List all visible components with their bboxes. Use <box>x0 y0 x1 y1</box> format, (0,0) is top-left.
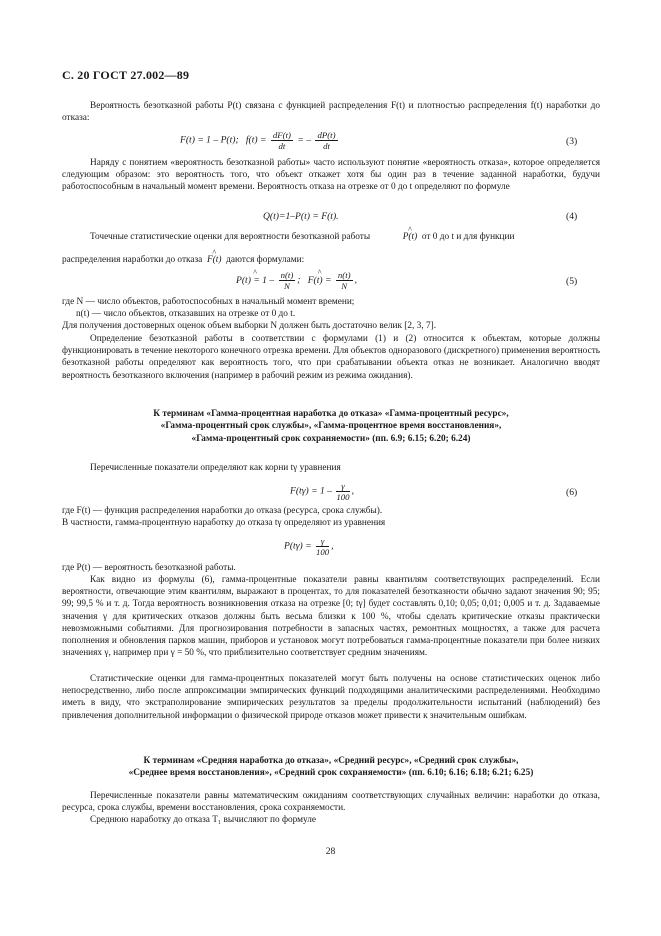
fraction-denominator: 100 <box>336 492 350 502</box>
paragraph-discrete-objects: Определение безотказной работы в соответствии с формулами (1) и (2) относится к объектам, которые должны функционировать в течение некоторого конечного отрезка времени. Для объектов одноразового (дискретного) применения вероятность безотказной работы определяют как вероятность того, что при срабатывании объекта отказ не возникает. Аналогично вводят вероятность безотказного включения (например в рабочий режим из режима ожидания). <box>62 334 600 381</box>
fraction-denominator: 100 <box>315 547 330 557</box>
equation-number-5: (5) <box>566 276 578 287</box>
fraction-gamma-100 <box>336 481 349 502</box>
paragraph-statistical-estimates: Статистические оценки для гамма-процентных показателей могут быть получены на основе статистических оценок либо непосредственно, либо после аппроксимации эмпирических функций подходящими аналитическими распределениями. Необходимо иметь в виду, что экстраполирование эмпирических результатов за пределы продолжительности испытаний (наблюдений) без привлечения дополнительной информации о физической природе отказов может привести к значительным ошибкам. <box>62 674 600 721</box>
where-clause-N: где N — число объектов, работоспособных в начальный момент времени; <box>62 297 355 307</box>
fraction-denominator: N <box>284 281 290 291</box>
section-heading-mean-values <box>62 755 600 780</box>
equation-3 <box>180 130 340 151</box>
equation-5: ^ P(t) = 1 – $\frac{n(t)}{N}$ ; ^ F(t) = $\frac{n(t)}{N}$ , <box>236 270 357 291</box>
section-heading-line: «Среднее время восстановления», «Средний срок сохраняемости» (пп. 6.10; 6.16; 6.18; 6.21; 6.25) <box>128 768 534 779</box>
equation-3-part-b: f(t) = <box>245 134 267 146</box>
paragraph-point-estimates-line1 <box>62 231 600 243</box>
fraction-numerator: γ <box>316 536 329 547</box>
where-clause-n: n(t) — число объектов, отказавших на отрезке от 0 до t. <box>76 309 296 319</box>
section-heading-line: «Гамма-процентный срок службы», «Гамма-процентное время восстановления», <box>160 421 502 432</box>
equation-3-part-a: F(t) = 1 – P(t); <box>180 134 239 146</box>
paragraph-failure-probability: Наряду с понятием «вероятность безотказной работы» часто используют понятие «вероятность отказа», которое определяется следующим образом: это вероятность того, что объект откажет хотя бы один раз в течение заданной наработки, будучи работоспособным в начальный момент времени. Вероятность отказа на отрезке от 0 до t определяют по формуле <box>62 158 600 193</box>
equation-number-6: (6) <box>566 487 578 498</box>
fraction-numerator: γ <box>336 481 349 492</box>
fraction-dP-dt <box>315 130 337 151</box>
section-heading-line: «Гамма-процентный срок сохраняемости» (пп. 6.9; 6.15; 6.20; 6.24) <box>191 433 471 444</box>
paragraph-point-estimates-line2 <box>62 254 600 266</box>
fraction-numerator: n(t) <box>337 270 351 280</box>
paragraph-gamma-operating-time: В частности, гамма-процентную наработку до отказа tγ определяют из уравнения <box>62 518 386 528</box>
paragraph-P-definition: где P(t) — вероятность безотказной работы. <box>62 563 236 573</box>
paragraph-text: от 0 до t и для функции <box>421 232 515 242</box>
equation-5-part-b: ^ F(t) = <box>308 275 332 286</box>
fraction-n-N-2 <box>336 270 353 291</box>
paragraph-text: Точечные статистические оценки для вероятности безотказной работы <box>90 232 371 242</box>
equation-6: F(tγ) = 1 – $\frac{\gamma}{100}$ , <box>290 481 354 502</box>
equation-7: P(tγ) = $\frac{\gamma}{100}$ , <box>284 536 334 557</box>
fraction-denominator: dt <box>323 141 330 151</box>
page-number: 28 <box>325 846 336 857</box>
equation-7-part-a: P(tγ) = <box>284 540 312 552</box>
symbol-P-hat: ^ P(t) <box>375 231 417 243</box>
equation-3-mid: = – <box>297 134 312 146</box>
fraction-n-N <box>279 270 296 291</box>
equation-number-3: (3) <box>566 136 578 147</box>
paragraph-text: даются формулами: <box>226 255 305 265</box>
symbol-F-hat: ^ F(t) <box>207 254 221 266</box>
equation-5-part-a: ^ P(t) = 1 – <box>236 275 274 286</box>
section-heading-line: К терминам «Средняя наработка до отказа», «Средний ресурс», «Средний срок службы», <box>143 756 519 766</box>
paragraph-reliability-intro: Вероятность безотказной работы P(t) связана с функцией распределения F(t) и плотностью распределения f(t) наработки до отказа: <box>62 101 600 124</box>
fraction-gamma-100-2 <box>316 536 329 557</box>
fraction-numerator: dP(t) <box>317 130 336 140</box>
section-heading-gamma-percent <box>62 408 600 445</box>
paragraph-text: распределения наработки до отказа <box>62 255 203 265</box>
equation-4: Q(t)=1–P(t) = F(t). <box>263 211 339 222</box>
equation-6-part-a: F(tγ) = 1 – <box>290 485 332 497</box>
fraction-numerator: n(t) <box>280 270 294 280</box>
fraction-numerator: dF(t) <box>272 130 291 140</box>
fraction-denominator: N <box>341 281 348 291</box>
equation-number-4: (4) <box>566 211 578 222</box>
paragraph-quantiles: Как видно из формулы (6), гамма-процентные показатели равны квантилям соответствующих распределений. Если вероятности, отвечающие этим квантилям, выражают в процентах, то для показателей безотказности обычно задают значения 90; 95; 99; 99,5 % и т. д. Тогда вероятность возникновения отказа на отрезке [0; tγ] будет составлять 0,10; 0,05; 0,01; 0,005 и т. д. Задаваемые значения γ для критических отказов должны быть весьма близки к 100 %, чтобы сделать критические отказы практически невозможными событиями. Для прогнозирования потребности в запасных частях, ремонтных мощностях, а также для расчета пополнения и обновления парков машин, приборов и установок могут потребоваться гамма-процентные показатели при более низких значениях γ, например при γ = 50 %, что приблизительно соответствует средним значениям. <box>62 575 600 659</box>
paragraph-sample-size: Для получения достоверных оценок объем выборки N должен быть достаточно велик [2, 3, 7]. <box>62 321 437 331</box>
paragraph-F-definition: где F(t) — функция распределения наработки до отказа (ресурса, срока службы). <box>62 506 383 516</box>
paragraph-expectations: Перечисленные показатели равны математическим ожиданиям соответствующих случайных величин: наработки до отказа, ресурса, срока службы, времени восстановления, срока сохраняемости. <box>62 791 600 814</box>
page-header: С. 20 ГОСТ 27.002—89 <box>62 68 190 82</box>
section-heading-line: К терминам «Гамма-процентная наработка до отказа» «Гамма-процентный ресурс», <box>153 409 509 419</box>
paragraph-roots-equation: Перечисленные показатели определяют как корни tγ уравнения <box>90 463 341 473</box>
paragraph-mean-time-formula: Среднюю наработку до отказа T₁ вычисляют по формуле <box>90 815 317 825</box>
fraction-dF-dt <box>271 130 293 151</box>
fraction-denominator: dt <box>278 141 286 151</box>
